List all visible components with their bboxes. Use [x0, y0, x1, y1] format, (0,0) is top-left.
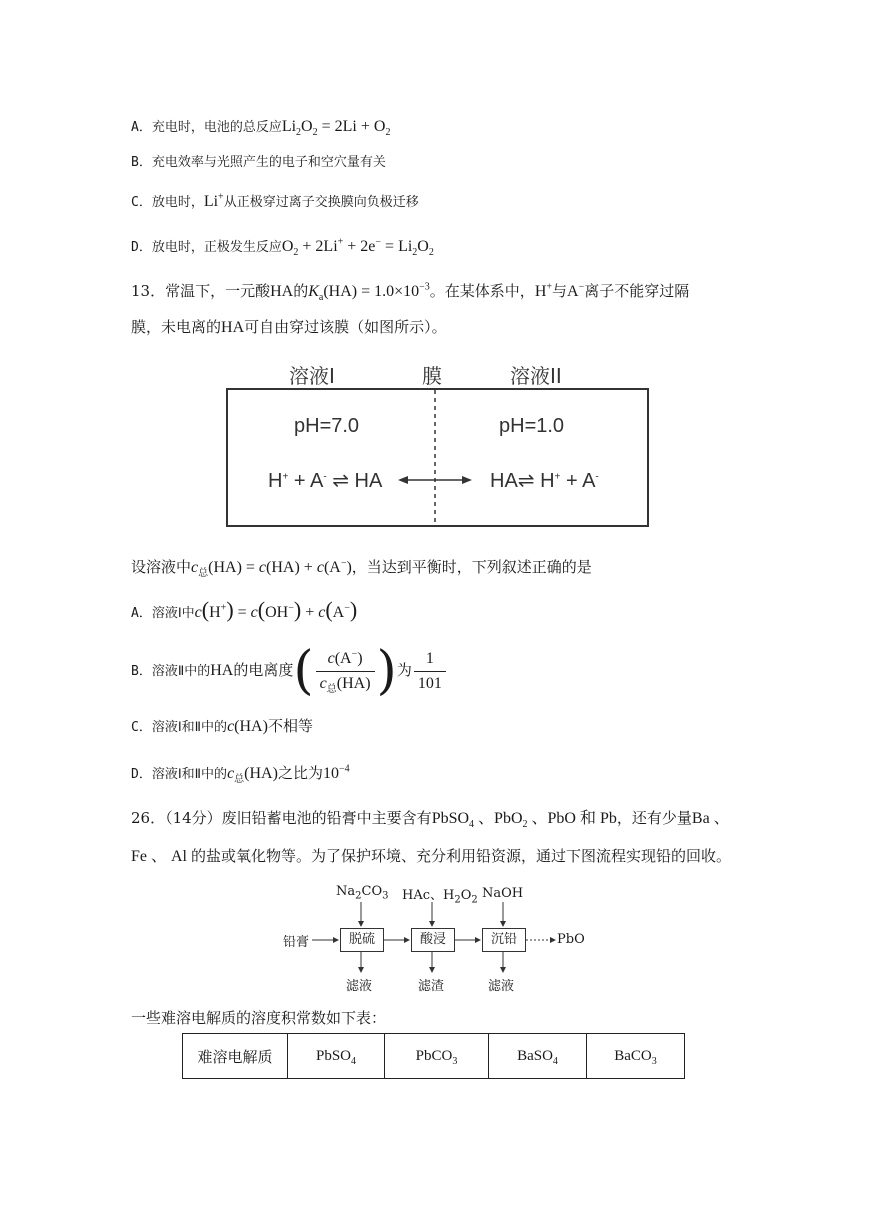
- table-cell-pbso4: PbSO$_4$: [288, 1034, 385, 1079]
- equilibrium-left: H+ + A- ⇌ HA: [268, 470, 383, 492]
- flow-step-desulfurize: 脱硫: [340, 928, 384, 952]
- figure-label-solution-1: 溶液I: [289, 364, 335, 388]
- q13-option-c: C．溶液Ⅰ和Ⅱ中的c(HA)不相等: [131, 717, 313, 735]
- q13-stem-line2: 膜，未电离的HA可自由穿过该膜（如图所示）。: [131, 318, 447, 336]
- q13-stem-line1: 13．常温下，一元酸HA的$K_a(HA) = 1.0\times 10^{-3}$。在某体系中，H+与A−离子不能穿过隔: [131, 281, 690, 304]
- q12-option-b: B．充电效率与光照产生的电子和空穴量有关: [131, 155, 386, 170]
- q13-setup: 设溶液中$c_总(HA) = c(HA) + c(A^-)$，当达到平衡时，下列叙述正确的是: [131, 557, 592, 580]
- ksp-table: [182, 1033, 685, 1079]
- table-header-cell: 难溶电解质: [183, 1034, 288, 1079]
- figure-label-solution-2: 溶液II: [510, 364, 562, 388]
- q13-option-a: A．溶液Ⅰ中c(H+) = c(OH−) + c(A−): [131, 597, 358, 622]
- ph-left: pH=7.0: [294, 415, 360, 437]
- flow-step-acid-leach: 酸浸: [411, 928, 455, 952]
- table-cell-baso4: BaSO$_4$: [489, 1034, 587, 1079]
- q26-line1: 26．（14分）废旧铅蓄电池的铅膏中主要含有PbSO$_4$ 、PbO$_2$ 、PbO 和 Pb，还有少量Ba 、: [131, 809, 730, 831]
- q13-option-d: D．溶液Ⅰ和Ⅱ中的$c_总(HA)$之比为$10^{-4}$: [131, 763, 350, 786]
- figure-label-membrane: 膜: [422, 364, 442, 388]
- table-intro: 一些难溶电解质的溶度积常数如下表：: [131, 1009, 387, 1027]
- q12-option-a: A．充电时，电池的总反应$Li_2O_2 = 2Li + O_2$: [131, 118, 391, 139]
- flow-step-precipitate: 沉铅: [482, 928, 526, 952]
- q12-option-d: D．放电时，正极发生反应$O_2 + 2Li^+ + 2e^- = Li_2O_2$: [131, 236, 434, 259]
- flow-out-3: 滤液: [488, 979, 515, 994]
- q12-option-c: C．放电时，Li+从正极穿过离子交换膜向负极迁移: [131, 191, 419, 210]
- reaction-eq: $Li_2O_2 = 2Li + O_2$: [281, 118, 391, 139]
- flow-out-1: 滤液: [346, 979, 373, 994]
- q13-option-b: B．溶液Ⅱ中的HA的电离度( $\frac{c(A^-)}{c_总(HA)}$ )为 $\frac{1}{101}$: [131, 640, 448, 702]
- table-cell-baco3: BaCO$_3$: [587, 1034, 685, 1079]
- reagent-naoh: NaOH: [482, 886, 524, 901]
- table-row: [183, 1034, 685, 1079]
- ph-right: pH=1.0: [499, 415, 565, 437]
- flow-out-2: 滤渣: [418, 979, 445, 994]
- reagent-na2co3: $Na_2CO_3$: [336, 884, 389, 902]
- flow-input: 铅膏: [283, 935, 310, 950]
- table-cell-pbco3: PbCO$_3$: [385, 1034, 489, 1079]
- equilibrium-right: HA⇌ H+ + A-: [490, 470, 599, 492]
- flow-product: PbO: [557, 932, 585, 947]
- reagent-hac-h2o2: HAc、$H_2O_2$: [402, 888, 478, 906]
- q26-line2: Fe 、 Al 的盐或氧化物等。为了保护环境、充分利用铅资源，通过下图流程实现铅的回收。: [131, 847, 732, 865]
